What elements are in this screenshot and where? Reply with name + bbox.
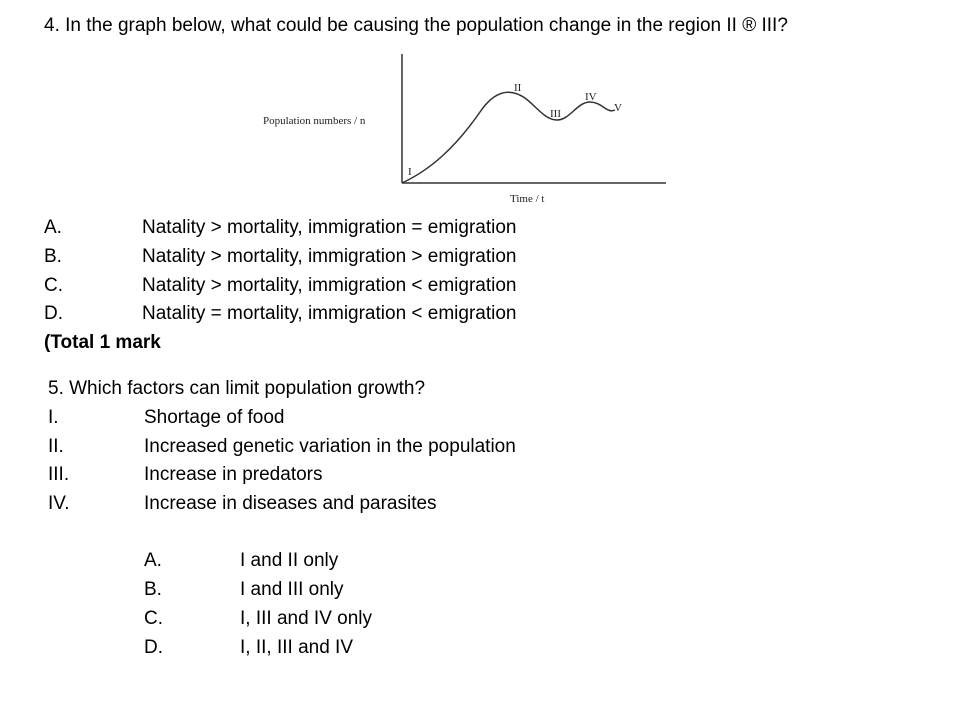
- question-4-title: 4. In the graph below, what could be causing the population change in the region II ® III?: [44, 15, 788, 36]
- region-label-iii: III: [550, 108, 561, 120]
- q5-factor-iv: [48, 492, 437, 516]
- population-curve-figure: [255, 50, 675, 210]
- question-5-title: 5. Which factors can limit population growth?: [48, 378, 426, 399]
- q5-factor-i: [48, 406, 285, 430]
- option-letter: C.: [44, 275, 63, 296]
- y-axis-label: Population numbers / n: [263, 115, 366, 127]
- region-label-i: I: [408, 166, 412, 178]
- factor-numeral: III.: [48, 464, 70, 485]
- q5-option-a: [144, 549, 338, 573]
- option-text: I, III and IV only: [240, 608, 373, 629]
- factor-text: Shortage of food: [144, 407, 285, 428]
- factor-text: Increase in diseases and parasites: [144, 493, 437, 514]
- q5-option-b: [144, 578, 344, 602]
- option-text: Natality > mortality, immigration > emigration: [142, 246, 517, 267]
- population-graph: [255, 50, 675, 210]
- q4-option-c: [44, 274, 517, 298]
- option-text: I and II only: [240, 550, 339, 571]
- option-letter: A.: [144, 550, 162, 571]
- option-letter: D.: [144, 637, 163, 658]
- option-letter: C.: [144, 608, 163, 629]
- option-letter: A.: [44, 217, 62, 238]
- option-text: Natality > mortality, immigration < emigration: [142, 275, 517, 296]
- q5-factor-iii: [48, 463, 323, 487]
- option-text: Natality > mortality, immigration = emigration: [142, 217, 517, 238]
- option-letter: D.: [44, 303, 63, 324]
- option-text: I, II, III and IV: [240, 637, 353, 658]
- factor-text: Increase in predators: [144, 464, 323, 485]
- factor-numeral: II.: [48, 436, 64, 457]
- q4-option-b: [44, 245, 517, 269]
- q5-option-c: [144, 607, 372, 631]
- factor-text: Increased genetic variation in the population: [144, 436, 516, 457]
- region-label-iv: IV: [585, 91, 597, 103]
- population-curve: [402, 92, 615, 183]
- option-text: I and III only: [240, 579, 344, 600]
- region-label-ii: II: [514, 82, 522, 94]
- q5-factor-ii: [48, 435, 516, 459]
- q4-option-a: [44, 216, 517, 240]
- q5-option-d: [144, 636, 353, 660]
- option-text: Natality = mortality, immigration < emigration: [142, 303, 517, 324]
- x-axis-label: Time / t: [510, 193, 545, 205]
- option-letter: B.: [44, 246, 62, 267]
- factor-numeral: IV.: [48, 493, 70, 514]
- total-mark: (Total 1 mark: [44, 332, 161, 353]
- option-letter: B.: [144, 579, 162, 600]
- q4-option-d: [44, 302, 517, 326]
- factor-numeral: I.: [48, 407, 59, 428]
- region-label-v: V: [614, 102, 622, 114]
